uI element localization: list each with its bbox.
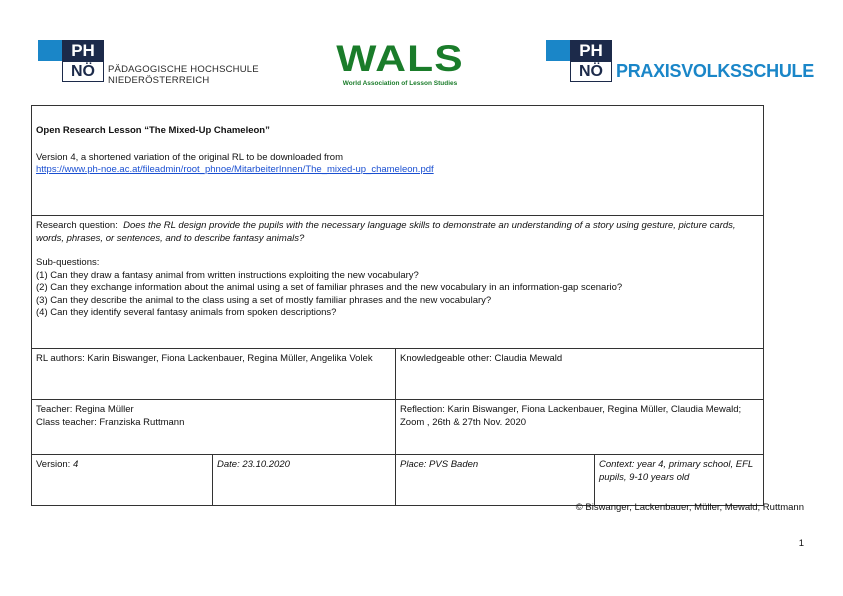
version-cell <box>32 455 213 506</box>
wals-logo <box>338 40 462 87</box>
context-cell <box>595 455 764 506</box>
header-row <box>32 106 764 216</box>
ph-praxis-logo <box>546 40 814 82</box>
context: Context: year 4, primary school, EFL pupils, 9-10 years old <box>599 459 753 483</box>
subquestion-1: (1) Can they draw a fantasy animal from written instructions exploiting the new vocabulary? <box>36 269 419 281</box>
place-cell <box>396 455 595 506</box>
logo-line2: NIEDERÖSTERREICH <box>108 75 210 86</box>
version-line: Version 4, a shortened variation of the original RL to be downloaded from <box>36 151 344 163</box>
meta-row <box>32 455 764 506</box>
class-teacher: Class teacher: Franziska Ruttmann <box>36 416 185 428</box>
subquestions-label: Sub-questions: <box>36 257 100 268</box>
authors-row <box>32 349 764 400</box>
reflection-cell <box>396 400 764 455</box>
wals-word: WALS <box>336 38 464 79</box>
header-cell <box>32 106 764 216</box>
page-number: 1 <box>798 538 804 549</box>
research-label: Research question: <box>36 220 118 231</box>
knowledgeable-other: Knowledgeable other: Claudia Mewald <box>400 353 563 364</box>
research-question: Does the RL design provide the pupils with the necessary language skills to demonstrate an understanding of a story using gesture, picture cards, words, phrases, or sentences, and to describe fantasy animals? <box>36 220 736 244</box>
teacher-cell <box>32 400 396 455</box>
logo-mark <box>62 40 104 82</box>
logo-text <box>108 64 259 86</box>
ph-noe-logo <box>38 40 259 86</box>
copyright: © Biswanger, Lackenbauer, Müller, Mewald, Ruttmann <box>575 502 804 513</box>
teacher-row <box>32 400 764 455</box>
lesson-table <box>31 105 764 506</box>
logo-bar <box>38 40 62 61</box>
logo-mark <box>570 40 612 82</box>
logo-line1: PÄDAGOGISCHE HOCHSCHULE <box>108 64 259 75</box>
logo-ph: PH <box>570 40 612 61</box>
date-cell <box>213 455 396 506</box>
lesson-title: Open Research Lesson “The Mixed-Up Chameleon” <box>36 125 270 136</box>
version-value: 4 <box>72 459 79 470</box>
date-value: 23.10.2020 <box>242 459 290 470</box>
logo-no: NÖ <box>62 61 104 82</box>
logo-no: NÖ <box>570 61 612 82</box>
teacher: Teacher: Regina Müller <box>36 404 134 415</box>
place-value: PVS Baden <box>429 459 479 470</box>
place-label: Place: <box>400 459 427 470</box>
subquestion-4: (4) Can they identify several fantasy animals from spoken descriptions? <box>36 307 337 318</box>
download-link[interactable]: https://www.ph-noe.ac.at/fileadmin/root_phnoe/MitarbeiterInnen/The_mixed-up_chameleon.pdf <box>36 164 434 175</box>
rl-authors: RL authors: Karin Biswanger, Fiona Lackenbauer, Regina Müller, Angelika Volek <box>36 353 373 364</box>
research-row <box>32 216 764 349</box>
reflection: Reflection: Karin Biswanger, Fiona Lackenbauer, Regina Müller, Claudia Mewald; Zoom , 26th & 27th Nov. 2020 <box>400 404 742 428</box>
subquestion-3: (3) Can they describe the animal to the class using a set of mostly familiar phrases and the new vocabulary? <box>36 294 492 306</box>
logo-ph: PH <box>62 40 104 61</box>
date-label: Date: <box>217 459 240 470</box>
wals-subtitle: World Association of Lesson Studies <box>342 80 458 87</box>
research-cell <box>32 216 764 349</box>
logo-text: PRAXISVOLKSSCHULE <box>616 61 814 81</box>
subquestion-2: (2) Can they exchange information about the animal using a set of familiar phrases and the new vocabulary in an information-gap scenario? <box>36 282 623 293</box>
version-label: Version: <box>36 459 71 470</box>
rl-authors-cell <box>32 349 396 400</box>
knowledgeable-cell <box>396 349 764 400</box>
logo-bar <box>546 40 570 61</box>
